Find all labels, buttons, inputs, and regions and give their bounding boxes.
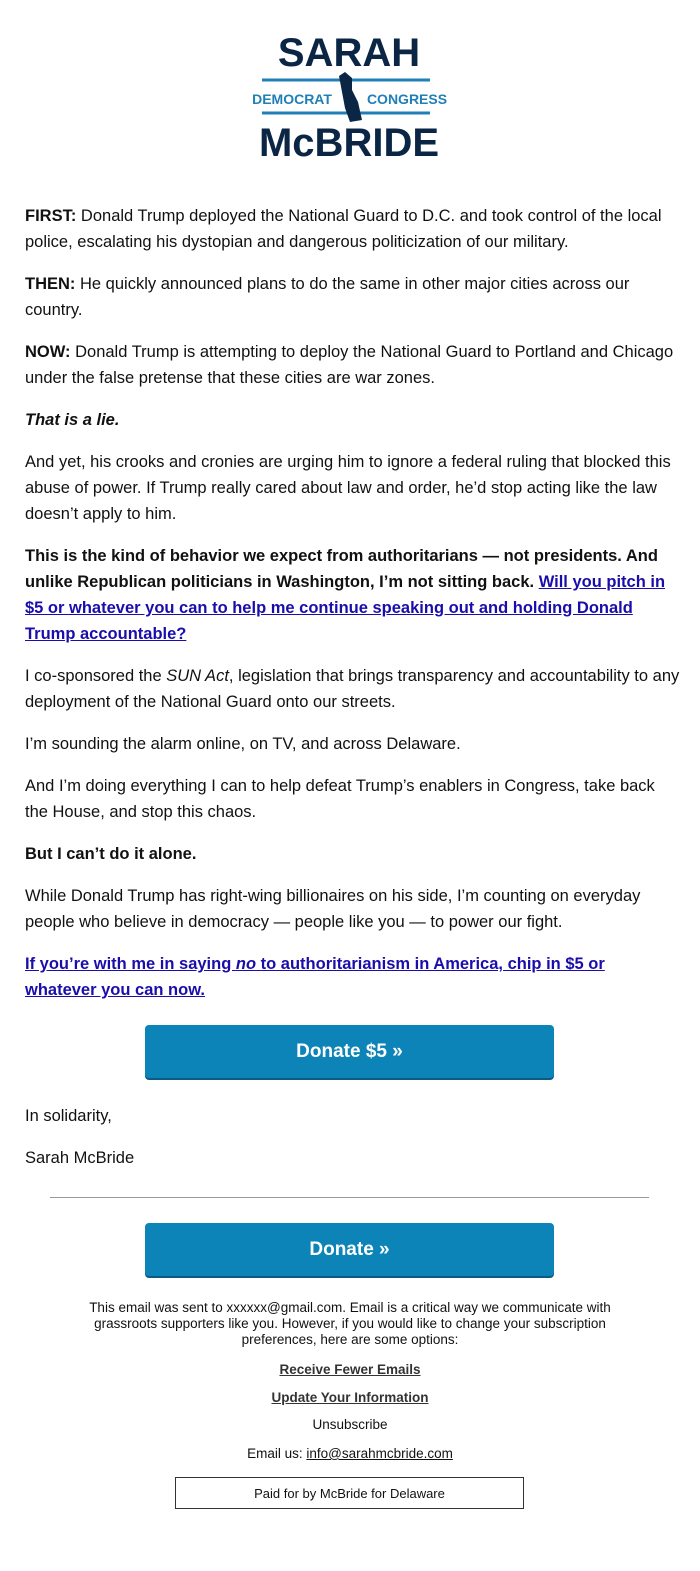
logo-name-top: SARAH <box>277 31 421 75</box>
email-body <box>25 203 680 1019</box>
paragraph-first <box>25 203 680 255</box>
paragraph-authoritarians <box>25 543 680 647</box>
cta-post[interactable]: to authoritarianism in America, chip in $5 or whatever you can now. <box>25 955 605 999</box>
paragraph-then <box>25 271 680 323</box>
paragraph-lie: That is a lie. <box>25 411 120 429</box>
donate-link-inline[interactable]: Will you pitch in $5 or whatever you can to help me continue speaking out and holding Donald Trump accountable? <box>25 573 666 643</box>
text-now: Donald Trump is attempting to deploy the National Guard to Portland and Chicago under the false pretense that these cities are war zones. <box>25 343 674 387</box>
paragraph-enablers: And I’m doing everything I can to help defeat Trump’s enablers in Congress, take back the House, and stop this chaos. <box>25 777 655 821</box>
unsubscribe-link[interactable]: Unsubscribe <box>312 1417 388 1432</box>
paragraph-crooks: And yet, his crooks and cronies are urging him to ignore a federal ruling that blocked this abuse of power. If Trump really cared about law and order, he’d stop acting like the law doesn’t apply to him. <box>25 453 671 523</box>
paragraph-cta <box>25 951 680 1003</box>
paid-for-box <box>175 1477 524 1509</box>
sun-act-pre: I co-sponsored the <box>25 667 167 685</box>
donate-5-button[interactable]: Donate $5 » <box>145 1025 554 1078</box>
label-first: FIRST: <box>25 207 77 225</box>
email-address-link[interactable]: info@sarahmcbride.com <box>306 1446 453 1461</box>
divider <box>50 1197 649 1198</box>
campaign-logo <box>0 28 700 168</box>
bold-statement: This is the kind of behavior we expect from authoritarians — not presidents. And unlike Republican politicians in Washington, I’m not sitting back. <box>25 547 658 591</box>
donate-link-cta[interactable] <box>25 955 605 999</box>
paid-for-text: Paid for by McBride for Delaware <box>254 1485 445 1501</box>
receive-fewer-emails-link[interactable]: Receive Fewer Emails <box>279 1362 421 1377</box>
logo-name-bottom: McBRIDE <box>258 121 440 165</box>
sun-act-post: , legislation that brings transparency and accountability to any deployment of the National Guard onto our streets. <box>25 667 680 711</box>
salutation: In solidarity, <box>25 1107 112 1125</box>
paragraph-sun-act <box>25 663 680 715</box>
cta-em[interactable]: no <box>235 955 257 973</box>
email-us-line <box>0 1446 700 1461</box>
donate-button[interactable]: Donate » <box>145 1223 554 1276</box>
logo-tag-democrat: DEMOCRAT <box>252 91 332 107</box>
label-now: NOW: <box>25 343 71 361</box>
label-then: THEN: <box>25 275 76 293</box>
paragraph-alone: But I can’t do it alone. <box>25 845 197 863</box>
cta-pre[interactable]: If you’re with me in saying <box>25 955 236 973</box>
sun-act-name: SUN Act <box>166 667 229 685</box>
email-us-label: Email us: <box>247 1446 307 1461</box>
paragraph-alarm: I’m sounding the alarm online, on TV, and across Delaware. <box>25 735 461 753</box>
signature: Sarah McBride <box>25 1149 135 1167</box>
paragraph-now <box>25 339 680 391</box>
paragraph-billionaires: While Donald Trump has right-wing billionaires on his side, I’m counting on everyday people who believe in democracy — people like you — to power our fight. <box>25 887 641 931</box>
text-first: Donald Trump deployed the National Guard to D.C. and took control of the local police, escalating his dystopian and dangerous politicization of our military. <box>25 207 662 251</box>
update-information-link[interactable]: Update Your Information <box>271 1390 429 1405</box>
logo-tag-congress: CONGRESS <box>366 91 448 107</box>
text-then: He quickly announced plans to do the same in other major cities across our country. <box>25 275 630 319</box>
footer-notice: This email was sent to xxxxxx@gmail.com. Email is a critical way we communicate with grassroots supporters like you. However, if you would like to change your subscription preferences, here are some options: <box>89 1300 611 1347</box>
